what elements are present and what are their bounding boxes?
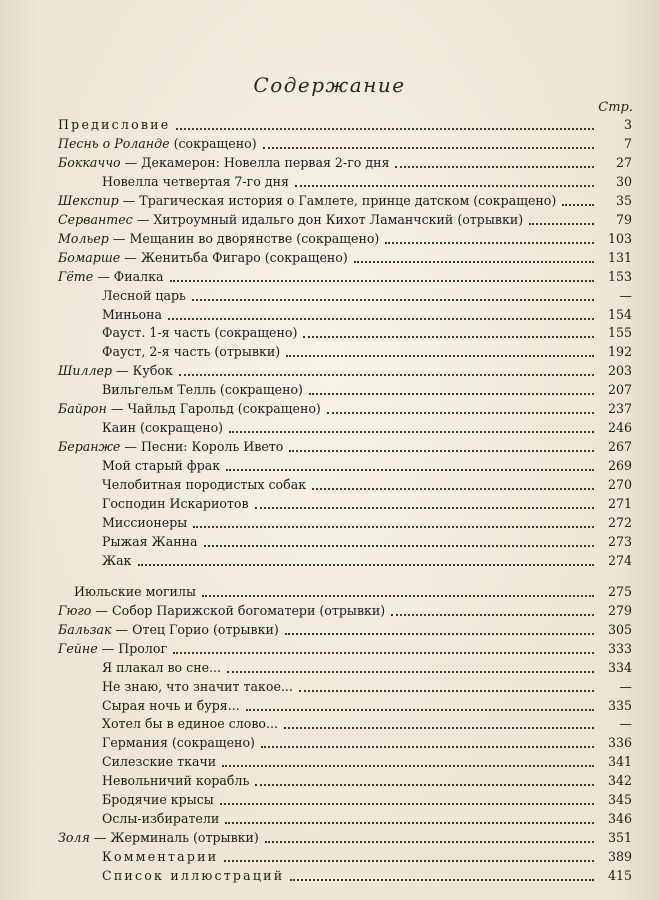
toc-entry-title xyxy=(58,363,173,379)
toc-entry xyxy=(58,229,636,247)
toc-entry xyxy=(58,323,636,341)
dot-leader xyxy=(285,621,594,635)
toc-entry-page: 336 xyxy=(607,735,632,751)
toc-entry-text: Миньона xyxy=(102,306,163,322)
dot-leader xyxy=(303,324,594,338)
toc-entry-page: 155 xyxy=(607,325,632,341)
dot-leader xyxy=(222,753,594,767)
toc-entry-page: 192 xyxy=(607,344,632,360)
dot-leader xyxy=(246,697,594,711)
toc-entry xyxy=(58,601,636,619)
toc-entry-separator: — xyxy=(120,154,142,170)
toc-entry xyxy=(58,210,636,228)
toc-entry-text: Каин (сокращено) xyxy=(102,420,224,436)
toc-entry-author: Гейне xyxy=(58,640,98,656)
dot-leader xyxy=(385,230,594,244)
dot-leader xyxy=(263,135,594,149)
toc-entry-text: Господин Искариотов xyxy=(102,496,249,511)
toc-entry xyxy=(58,475,636,493)
toc-entry-page: 351 xyxy=(607,830,632,846)
toc-entry-page: 3 xyxy=(623,117,632,132)
toc-entry-page: 346 xyxy=(607,811,632,827)
dot-leader xyxy=(312,476,594,490)
toc-entry-text: Не знаю, что значит такое... xyxy=(102,678,293,694)
toc-entry-title xyxy=(58,792,214,808)
toc-entry xyxy=(58,513,636,531)
dot-leader xyxy=(261,734,594,748)
toc-entry xyxy=(58,677,636,695)
toc-entry xyxy=(58,494,636,512)
toc-entry xyxy=(58,790,636,808)
toc-entry xyxy=(58,380,636,398)
toc-entry xyxy=(58,551,636,569)
toc-entry-page: 30 xyxy=(615,173,632,189)
toc-entry-author: Гёте xyxy=(58,268,94,284)
toc-entry-page: 345 xyxy=(607,792,632,808)
dot-leader xyxy=(193,514,594,528)
toc-entry-page: 333 xyxy=(607,640,632,656)
toc-entry-title xyxy=(58,698,240,714)
dot-leader xyxy=(289,438,594,452)
toc-entry-title xyxy=(58,477,306,493)
toc-entry-author: Бомарше xyxy=(58,249,121,265)
toc-entry-text: Мещанин во дворянстве (сокращено) xyxy=(129,230,380,246)
toc-entry xyxy=(58,771,636,789)
page-title: Содержание xyxy=(253,73,406,97)
toc-entry-text: Челобитная породистых собак xyxy=(102,477,307,493)
toc-entry xyxy=(58,733,636,751)
toc-entry-title xyxy=(58,515,187,531)
toc-entry-title xyxy=(58,458,220,474)
toc-entry xyxy=(58,752,636,770)
dot-leader xyxy=(327,400,594,414)
toc-entry-text: Новелла четвертая 7-го дня xyxy=(102,173,289,189)
toc-entry-page: 275 xyxy=(607,583,632,599)
toc-entry-title xyxy=(58,420,223,436)
toc-entry-title xyxy=(58,735,255,751)
toc-entry xyxy=(58,658,636,676)
toc-entry xyxy=(58,532,636,550)
toc-entry-page: 246 xyxy=(607,420,632,436)
toc-entry xyxy=(58,172,636,190)
toc-entry-text: Невольничий корабль xyxy=(102,773,250,789)
dot-leader xyxy=(220,791,594,805)
toc-entry-separator: — xyxy=(118,192,140,208)
dot-leader xyxy=(309,381,594,395)
toc-entry-page: 267 xyxy=(607,439,632,455)
toc-entry-title xyxy=(58,584,196,600)
toc-entry-page: 131 xyxy=(607,249,632,265)
toc-entry-text: Силезские ткачи xyxy=(102,754,217,770)
toc-entry xyxy=(58,267,636,285)
toc-entry-text: Миссионеры xyxy=(102,514,188,530)
toc-entry-text: Отец Горио (отрывки) xyxy=(132,621,279,637)
toc-entry xyxy=(58,418,636,436)
dot-leader xyxy=(295,173,594,187)
toc-entry-title xyxy=(58,269,164,285)
toc-entry-title xyxy=(58,534,198,550)
toc-entry xyxy=(58,115,636,133)
toc-entry-text: Я плакал во сне... xyxy=(102,659,222,675)
toc-entry-author: Золя xyxy=(58,830,90,846)
toc-entry xyxy=(58,714,636,732)
dot-leader xyxy=(265,829,594,843)
toc-entry-title xyxy=(58,830,259,846)
toc-entry xyxy=(58,696,636,714)
toc-entry xyxy=(58,134,636,152)
toc-entry-title xyxy=(58,212,523,228)
toc-entry-author: Байрон xyxy=(58,401,107,417)
toc-entry xyxy=(58,456,636,474)
toc-entry-separator: — xyxy=(111,621,133,637)
toc-entry-text: Лесной царь xyxy=(102,287,186,303)
toc-entry-separator: — xyxy=(112,363,133,379)
toc-entry-text: Германия (сокращено) xyxy=(102,735,255,751)
toc-entry xyxy=(58,809,636,827)
dot-leader xyxy=(225,810,594,824)
toc-entry-text: Собор Парижской богоматери (отрывки) xyxy=(111,602,386,618)
toc-entry xyxy=(58,828,636,846)
toc-entry-title xyxy=(58,117,170,133)
toc-entry-text: Рыжая Жанна xyxy=(102,533,198,549)
toc-entry xyxy=(58,361,636,379)
toc-entry-title xyxy=(58,344,280,360)
toc-entry-separator: — xyxy=(106,401,128,417)
toc-entry-page: 269 xyxy=(607,458,632,474)
toc-entry-author: Боккаччо xyxy=(58,154,121,170)
toc-entry-text: Вильгельм Телль (сокращено) xyxy=(102,382,303,398)
toc-entry-page: 279 xyxy=(607,602,632,618)
toc-entry-page: — xyxy=(619,287,632,303)
toc-entry-title xyxy=(58,553,132,569)
toc-entry-text: Ослы-избиратели xyxy=(102,811,220,827)
toc-entry xyxy=(58,191,636,209)
toc-entry-title xyxy=(58,641,167,657)
toc-entry-author: Гюго xyxy=(58,602,92,618)
toc-entry-text: (сокращено) xyxy=(173,135,257,151)
toc-entry-page: 27 xyxy=(615,154,632,170)
toc-entry-separator: — xyxy=(108,230,130,246)
toc-entry xyxy=(58,305,636,323)
toc-entry-title xyxy=(58,679,293,695)
toc-entry-page: 153 xyxy=(607,268,632,284)
toc-entry-text: Мой старый фрак xyxy=(102,458,221,474)
toc-entry-separator: — xyxy=(120,439,141,455)
toc-entry-text: Фауст, 2-я часть (отрывки) xyxy=(102,344,281,360)
toc-entry-title xyxy=(58,603,385,619)
toc-entry-text: Фиалка xyxy=(113,268,164,284)
toc-entry-page: 272 xyxy=(607,514,632,530)
dot-leader xyxy=(179,362,594,376)
toc-entry xyxy=(58,248,636,266)
toc-entry-page: 203 xyxy=(607,363,632,379)
dot-leader xyxy=(255,772,594,786)
toc-entry-text: Хотел бы в единое слово... xyxy=(102,716,279,732)
toc-entry xyxy=(58,399,636,417)
toc-entry-page: 7 xyxy=(623,135,632,151)
dot-leader xyxy=(192,287,594,301)
toc-entry-text: Июльские могилы xyxy=(74,583,196,599)
toc-entry-title xyxy=(58,136,257,152)
dot-leader xyxy=(204,533,595,547)
toc-entry-text: Комментарии xyxy=(102,849,219,865)
dot-leader xyxy=(229,419,594,433)
toc-entry-page: 270 xyxy=(607,477,632,493)
dot-leader xyxy=(286,343,594,357)
toc-entry-title xyxy=(58,496,249,512)
dot-leader xyxy=(299,678,594,692)
dot-leader xyxy=(562,192,594,206)
toc-entry-author: Сервантес xyxy=(58,211,133,227)
toc-entry xyxy=(58,639,636,657)
toc-entry xyxy=(58,620,636,638)
toc-entry-text: Женитьба Фигаро (сокращено) xyxy=(140,249,348,265)
toc-entry-author: Шекспир xyxy=(58,192,119,208)
toc-entry xyxy=(58,437,636,455)
toc-entry-page: 342 xyxy=(607,773,632,789)
toc-entry-title xyxy=(58,307,162,323)
toc-entry xyxy=(58,153,636,171)
dot-leader xyxy=(226,457,594,471)
toc-entry xyxy=(58,286,636,304)
dot-leader xyxy=(173,640,594,654)
dot-leader xyxy=(255,495,594,509)
dot-leader xyxy=(284,715,594,729)
toc-entry-text: Пролог xyxy=(118,640,168,656)
toc-entry-page: — xyxy=(619,678,632,694)
toc-entry-separator: — xyxy=(89,830,111,846)
dot-leader xyxy=(290,867,594,881)
toc-entry-title xyxy=(58,325,297,341)
toc-entry-text: Чайльд Гарольд (сокращено) xyxy=(127,401,321,417)
toc-entry-title xyxy=(58,811,219,827)
toc-entry-title xyxy=(58,401,321,417)
toc-entry-title xyxy=(58,716,278,732)
toc-entry-text: Кубок xyxy=(132,363,173,379)
toc-entry-page: 154 xyxy=(607,306,632,322)
toc-entry-author: Шиллер xyxy=(58,363,113,379)
toc-entry-page: 207 xyxy=(607,382,632,398)
toc-entry-separator: — xyxy=(93,268,114,284)
toc-entry-title xyxy=(58,382,303,398)
toc-entry-page: 415 xyxy=(607,868,632,884)
toc-entry-page: 334 xyxy=(607,659,632,675)
toc-entry-separator: — xyxy=(132,211,154,227)
toc-entry-author: Песнь о Роланде xyxy=(58,135,170,151)
toc-entry xyxy=(58,866,636,884)
toc-entry-title xyxy=(58,622,279,638)
toc-entry-author: Бальзак xyxy=(58,621,112,637)
toc-entry-title xyxy=(58,231,379,247)
toc-entry-page: 341 xyxy=(607,754,632,770)
dot-leader xyxy=(227,659,594,673)
dot-leader xyxy=(391,602,594,616)
toc-entry-title xyxy=(58,660,221,676)
toc-entry-separator: — xyxy=(120,249,141,265)
toc-entry xyxy=(58,847,636,865)
toc-entry-page: 103 xyxy=(607,230,632,246)
toc-entry-title xyxy=(58,155,389,171)
dot-leader xyxy=(529,211,594,225)
dot-leader xyxy=(395,154,594,168)
toc-entry-page: 271 xyxy=(607,496,632,511)
toc-entry-separator: — xyxy=(91,602,112,618)
dot-leader xyxy=(354,249,594,263)
toc-entry xyxy=(58,342,636,360)
toc-entry-title xyxy=(58,439,283,455)
toc-entry xyxy=(58,582,636,600)
toc-entry-page: 35 xyxy=(615,192,632,208)
toc-entry-text: Трагическая история о Гамлете, принце датском (сокращено) xyxy=(139,192,557,208)
toc-entry-page: 274 xyxy=(607,552,632,568)
toc-entry-text: Сырая ночь и буря... xyxy=(102,697,240,713)
dot-leader xyxy=(224,848,594,862)
dot-leader xyxy=(138,552,594,566)
toc-entry-title xyxy=(58,193,556,209)
toc-entry-text: Предисловие xyxy=(58,117,171,132)
toc-entry-text: Фауст. 1-я часть (сокращено) xyxy=(102,325,298,341)
toc-entry-title xyxy=(58,754,216,770)
dot-leader xyxy=(176,116,594,130)
toc-entry-page: 79 xyxy=(615,211,632,227)
dot-leader xyxy=(202,583,594,597)
page-column-label: Стр. xyxy=(598,100,633,115)
dot-leader xyxy=(170,268,594,282)
toc-entry-text: Хитроумный идальго дон Кихот Ламанчский (отрывки) xyxy=(153,211,524,227)
toc-entry-text: Бродячие крысы xyxy=(102,792,214,808)
toc-entry-text: Жерминаль (отрывки) xyxy=(110,830,259,846)
toc-entry-text: Песни: Король Ивето xyxy=(140,439,284,455)
toc-entry-title xyxy=(58,250,348,266)
toc-entry-page: — xyxy=(619,716,632,732)
toc-entry-title xyxy=(58,174,289,190)
toc-entry-separator: — xyxy=(97,640,119,656)
toc-entry-text: Жак xyxy=(102,552,132,568)
toc-entry-text: Декамерон: Новелла первая 2-го дня xyxy=(141,154,390,170)
toc-entry-title xyxy=(58,773,249,789)
toc-entry-text: Список иллюстраций xyxy=(102,868,285,884)
toc-entry-title xyxy=(58,868,284,884)
toc-entry-author: Мольер xyxy=(58,230,109,246)
toc-entry-title xyxy=(58,288,186,304)
toc-entry-page: 335 xyxy=(607,697,632,713)
toc-entry-page: 273 xyxy=(607,533,632,549)
dot-leader xyxy=(168,306,594,320)
toc-entry-page: 389 xyxy=(607,849,632,865)
toc-entry-author: Беранже xyxy=(58,439,121,455)
toc-entry-page: 237 xyxy=(607,401,632,417)
toc-entry-page: 305 xyxy=(607,621,632,637)
toc-entry-title xyxy=(58,849,218,865)
